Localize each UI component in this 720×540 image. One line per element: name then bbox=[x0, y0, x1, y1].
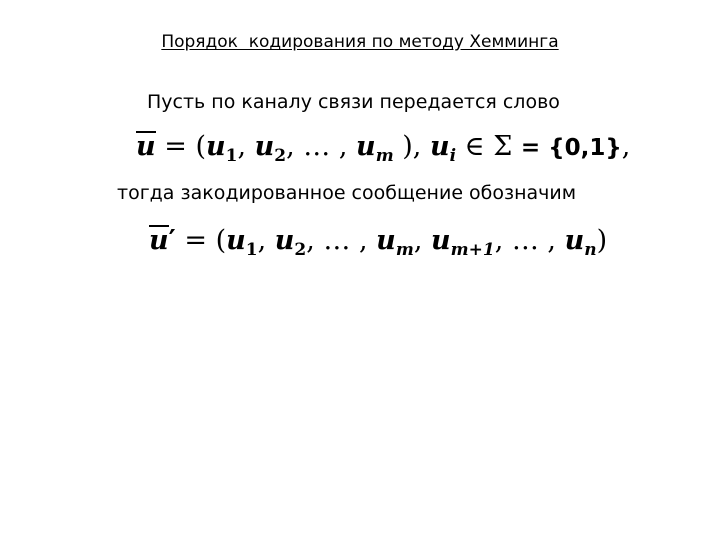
formula2-u1: u bbox=[226, 225, 246, 256]
formula-encoded-word bbox=[149, 224, 607, 267]
formula1-u2: u bbox=[254, 131, 275, 162]
formula2-lhs: u bbox=[149, 225, 169, 256]
formula2-comma3: , bbox=[413, 225, 431, 256]
text-line-transmitted-word: Пусть по каналу связи передается слово bbox=[147, 91, 560, 113]
formula2-equals: = bbox=[175, 225, 216, 256]
formula2-sub1: 1 bbox=[245, 239, 258, 260]
formula1-close-paren: ), bbox=[393, 131, 422, 162]
text-line-encoded-message: тогда закодированное сообщение обозначим bbox=[117, 182, 577, 204]
formula2-comma1: , bbox=[257, 225, 275, 256]
formula-source-word bbox=[136, 130, 630, 173]
formula1-equals: = bbox=[155, 131, 196, 162]
formula2-subm1: m+1 bbox=[450, 239, 495, 260]
formula2-subm: m bbox=[395, 239, 414, 260]
formula1-sub1: 1 bbox=[225, 145, 238, 166]
formula1-subm: m bbox=[375, 145, 394, 166]
formula1-sub2: 2 bbox=[274, 145, 287, 166]
formula2-ellipsis2: , … , bbox=[494, 225, 565, 256]
formula1-comma1: , bbox=[237, 131, 255, 162]
formula2-close-paren: ) bbox=[596, 225, 608, 256]
formula1-element-of-sigma: ∈ Σ bbox=[456, 131, 521, 162]
formula1-tail-comma: , bbox=[621, 131, 631, 162]
formula2-um: u bbox=[376, 225, 396, 256]
formula2-prime: ′ bbox=[168, 225, 176, 256]
formula1-open-paren: ( bbox=[195, 131, 206, 162]
formula2-ellipsis1: , … , bbox=[306, 225, 377, 256]
formula2-un: u bbox=[564, 225, 585, 256]
formula1-ui: u bbox=[429, 131, 450, 162]
formula1-space bbox=[421, 131, 430, 162]
formula2-sub2: 2 bbox=[294, 239, 307, 260]
slide-title: Порядок кодирования по методу Хемминга bbox=[161, 32, 559, 52]
formula1-u1: u bbox=[205, 131, 226, 162]
formula2-um1: u bbox=[430, 225, 451, 256]
formula2-u2: u bbox=[274, 225, 295, 256]
formula2-open-paren: ( bbox=[215, 225, 227, 256]
formula1-lhs: u bbox=[136, 131, 156, 162]
formula1-um: u bbox=[356, 131, 376, 162]
formula1-subi: i bbox=[449, 145, 457, 166]
formula2-subn: n bbox=[584, 239, 597, 260]
formula1-binary-set: = {0,1} bbox=[520, 135, 622, 161]
formula1-ellipsis: , … , bbox=[286, 131, 357, 162]
